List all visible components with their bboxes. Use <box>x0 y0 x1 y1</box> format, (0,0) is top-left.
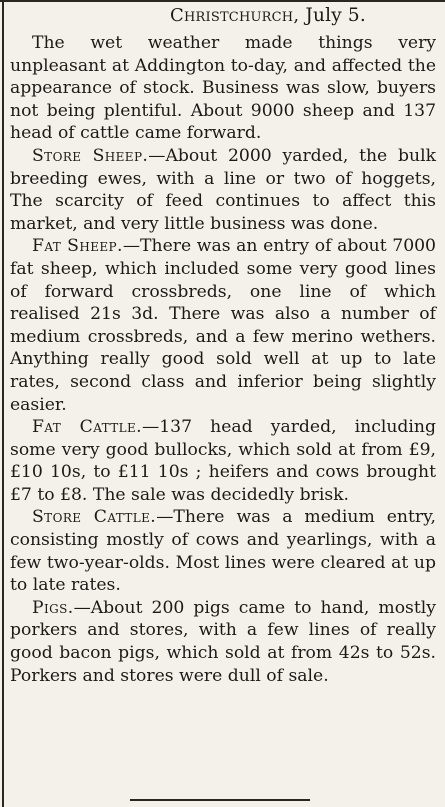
section-heading: Store Cattle. <box>32 507 157 528</box>
section-text: —There was an entry of about 7000 fat sheep, which included some very good lines of forward crossbreds, one line of which realised 21s 3d. There was also a number of medium crossbreds, and a few merino wethers. Anything really good sold well at up to late rates, second class and inferior being slightly easier. <box>10 236 436 415</box>
bottom-separator-rule <box>130 799 310 801</box>
section-store-sheep <box>10 145 436 235</box>
dateline-date: July 5. <box>305 5 366 26</box>
section-pigs <box>10 597 436 687</box>
section-fat-sheep <box>10 235 436 416</box>
left-column-rule <box>2 0 4 807</box>
section-text: —There was a medium entry, consisting mostly of cows and yearlings, with a few two-year-olds. Most lines were cleared at up to late rates. <box>10 507 436 596</box>
section-text: —137 head yarded, including some very good bullocks, which sold at from £9, £10 10s, to £11 10s ; heifers and cows brought £7 to £8. The sale was decidedly brisk. <box>10 417 436 505</box>
top-border-rule <box>0 0 445 2</box>
dateline <box>10 4 436 28</box>
section-fat-cattle <box>10 416 436 506</box>
section-text: —About 200 pigs came to hand, mostly porkers and stores, with a few lines of really good bacon pigs, which sold at from 42s to 52s. Porkers and stores were dull of sale. <box>10 597 436 686</box>
article-column <box>10 4 436 687</box>
section-store-cattle <box>10 506 436 596</box>
intro-paragraph: The wet weather made things very unpleasant at Addington to-day, and affected the appearance of stock. Business was slow, buyers not being plentiful. About 9000 sheep and 137 head of cattle came forward. <box>10 33 436 144</box>
dateline-place: Christchurch, <box>170 5 300 26</box>
section-text: —About 2000 yarded, the bulk breeding ewes, with a line or two of hoggets, The scarcity of feed continues to affect this market, and very little business was done. <box>10 145 436 234</box>
section-heading: Fat Cattle. <box>32 417 143 438</box>
section-heading: Fat Sheep. <box>32 236 123 257</box>
section-heading: Store Sheep. <box>32 145 149 166</box>
section-heading: Pigs. <box>32 597 74 618</box>
